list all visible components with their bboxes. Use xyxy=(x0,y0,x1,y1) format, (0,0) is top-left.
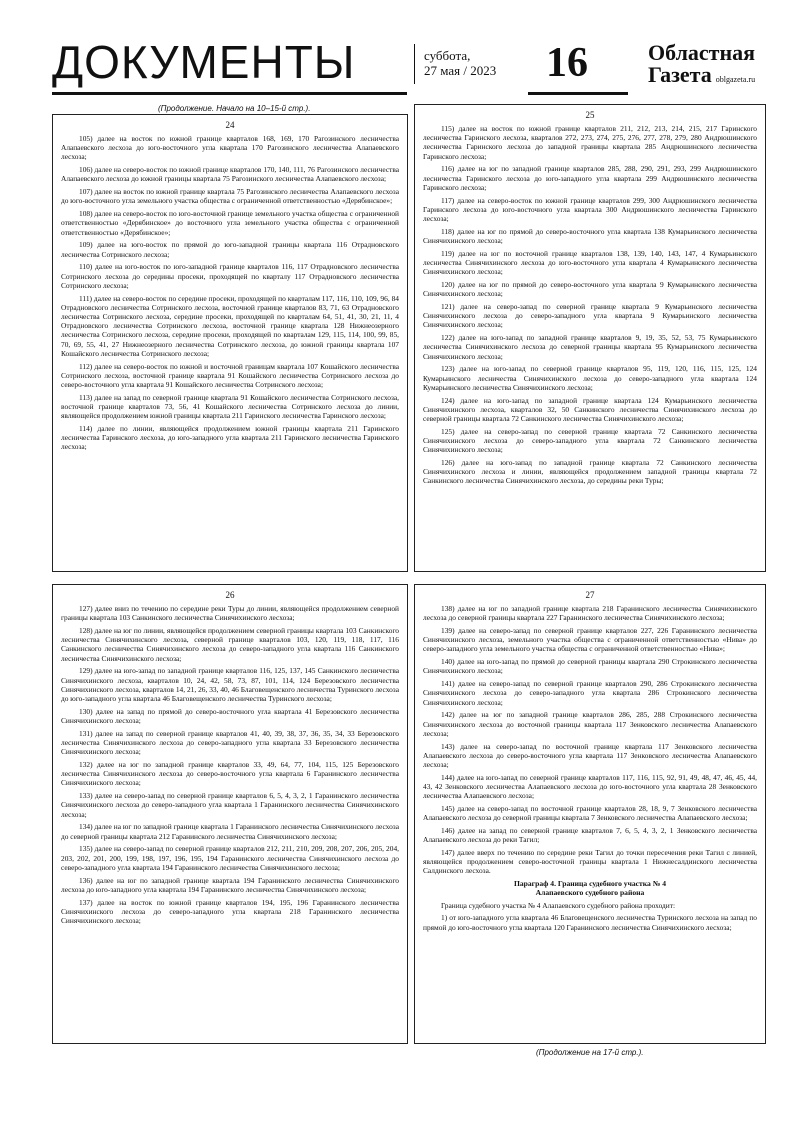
paragraph: 123) далее на юго-запад по северной границе кварталов 95, 119, 120, 116, 115, 125, 124 Кумарьинского лесничества Синячихинского лесхоза до северо-западного угла квартала 124 Кумарьинского лесничества Синячихинского лесхоза; xyxy=(423,364,757,392)
paragraph: 127) далее вниз по течению по середине реки Туры до линии, являющейся продолжением северной границы квартала 103 Санкинского лесничества Синячихинского лесхоза; xyxy=(61,604,399,623)
panel-number: 26 xyxy=(225,590,235,600)
brand-url: oblgazeta.ru xyxy=(715,75,756,84)
issue-date xyxy=(424,48,496,78)
paragraph: 144) далее на юго-запад по северной границе кварталов 117, 116, 115, 92, 91, 49, 48, 47, 46, 45, 44, 43, 42 Зенковского лесничества Алапаевского лесхоза до юго-восточного угла квартала 28 Зенковского лесничества Алапаевского лесхоза; xyxy=(423,772,757,801)
paragraph: 138) далее на юг по западной границе квартала 218 Гаранинского лесничества Синячихинского лесхоза до северной границы квартала 227 Гаранинского лесничества Синячихинского лесхоза; xyxy=(423,604,757,623)
paragraph: 142) далее на юг по западной границе кварталов 286, 285, 288 Строкинского лесничества Синячихинского лесхоза до восточной границы квартала 117 Зенковского лесничества Алапаевского лесхоза; xyxy=(423,710,757,738)
paragraph: 128) далее на юг по линии, являющейся продолжением северной границы квартала 103 Санкинского лесничества Синячихинского лесхоза, северной границе кварталов 103, 120, 119, 118, 117, 116 Санкинского лесничества Синячихинского лесхоза до северо-западного угла квартала 116 Санкинского лесничества Синячихинского лесхоза; xyxy=(61,626,399,663)
paragraph: 130) далее на запад по прямой до северо-восточного угла квартала 41 Березовского лесничества Синячихинского лесхоза; xyxy=(61,706,399,726)
paragraph: 143) далее на северо-запад по восточной границе квартала 117 Зенковского лесничества Алапаевского лесхоза до северо-восточного угла квартала 117 Зенковского лесничества Алапаевского лесхоза; xyxy=(423,741,757,770)
page-number-rule xyxy=(528,92,628,95)
paragraph: 117) далее на северо-восток по южной границе кварталов 299, 300 Андрюшинского лесничества Гаринского лесхоза до юго-восточного угла квартала 300 Андрюшинского лесничества Гаринского лесхоза; xyxy=(423,195,757,224)
brand-line-1: Областная xyxy=(648,40,756,65)
issue-day: 27 мая / 2023 xyxy=(424,63,497,78)
paragraph: 121) далее на северо-запад по северной границе квартала 9 Кумарьинского лесничества Синячихинского лесхоза до северо-западного угла квартала 9 Кумарьинского лесничества Синячихинского лесхоза; xyxy=(423,302,757,330)
paragraph: Граница судебного участка № 4 Алапаевского судебного района проходит: xyxy=(441,900,676,910)
paragraph: 140) далее на юго-запад по прямой до северной границы квартала 290 Строкинского лесничества Синячихинского лесхоза; xyxy=(423,657,757,676)
paragraph: 108) далее на северо-восток по юго-восточной границе земельного участка общества с ограниченной ответственностью «Дерябинское» до восточного угла земельного участка общества с ограниченной ответственностью «Дерябинское»; xyxy=(61,209,399,237)
panel-number: 24 xyxy=(225,120,235,130)
paragraph: 137) далее на восток по южной границе кварталов 194, 195, 196 Гаранинского лесничества Синячихинского лесхоза до северо-западного угла квартала 218 Гаранинского лесничества Синячихинского лесхоза; xyxy=(61,897,399,926)
section-heading xyxy=(423,879,757,897)
header-rule xyxy=(52,92,407,95)
paragraph: 109) далее на юго-восток по прямой до юго-западной границы квартала 116 Отрадновского лесничества Сотринского лесхоза; xyxy=(61,240,399,259)
paragraph: 107) далее на восток по южной границе квартала 75 Рагозинского лесничества Алапаевского лесхоза до юго-восточного угла земельного участка общества с ограниченной ответственностью «Дерябинское»; xyxy=(61,187,399,206)
paragraph: 110) далее на юго-восток по юго-западной границе кварталов 116, 117 Отрадновского лесничества Сотринского лесхоза до середины просеки, проходящей по кварталу 117 Отрадновского лесничества Сотринского лесхоза; xyxy=(61,262,399,290)
paragraph: 135) далее на северо-запад по северной границе кварталов 212, 211, 210, 209, 208, 207, 206, 205, 204, 203, 202, 201, 200, 199, 198, 197, 196, 195, 194 Гаранинского лесничества Синячихинского лесхоза до северо-западного угла квартала 194 Гаранинского лесничества Синячихинского лесхоза; xyxy=(61,844,399,872)
paragraph: 141) далее на северо-запад по северной границе кварталов 290, 286 Строкинского лесничества Синячихинского лесхоза до северо-западного угла квартала 286 Строкинского лесничества Синячихинского лесхоза; xyxy=(423,679,757,707)
paragraph: 125) далее на северо-запад по северной границе квартала 72 Санкинского лесничества Синячихинского лесхоза до северо-западного угла квартала 72 Санкинского лесничества Синячихинского лесхоза; xyxy=(423,426,757,455)
continued-to-note: (Продолжение на 17-й стр.). xyxy=(536,1048,644,1057)
paragraph: 1) от юго-западного угла квартала 46 Благовещенского лесничества Туринского лесхоза на запад по прямой до юго-восточного угла квартала 120 Гаранинского лесничества Синячихинского лесхоза; xyxy=(423,913,757,932)
paragraph: 129) далее на юго-запад по западной границе кварталов 116, 125, 137, 145 Санкинского лесничества Синячихинского лесхоза, кварталов 10, 24, 42, 58, 73, 87, 101, 114, 124 Березовского лесничества Синячихинского лесхоза, кварталов 14, 21, 26, 33, 40, 46 Благовещенского лесничества Туринского лесхоза до юго-западного угла квартала 46 Благовещенского лесничества Туринского лесхоза; xyxy=(61,666,399,704)
paragraph: 126) далее на юго-запад по западной границе квартала 72 Санкинского лесничества Синячихинского лесхоза и линии, являющейся продолжением западной границы квартала 72 Санкинского лесничества Синячихинского лесхоза, до середины реки Туры; xyxy=(423,458,757,486)
paragraph: 145) далее на северо-запад по восточной границе кварталов 28, 18, 9, 7 Зенковского лесничества Алапаевского лесхоза до северной границы квартала 7 Зенковского лесничества Алапаевского лесхоза; xyxy=(423,804,757,823)
section-title: ДОКУМЕНТЫ xyxy=(52,36,356,88)
paragraph: 132) далее на юг по западной границе кварталов 33, 49, 64, 77, 104, 115, 125 Березовского лесничества Синячихинского лесхоза до северо-восточного угла квартала 6 Гаранинского лесничества Синячихинского лесхоза; xyxy=(61,760,399,788)
paragraph: 120) далее на юг по прямой до северо-восточного угла квартала 9 Кумарьинского лесничества Синячихинского лесхоза; xyxy=(423,280,757,299)
paragraph: 146) далее на запад по северной границе кварталов 7, 6, 5, 4, 3, 2, 1 Зенковского лесничества Алапаевского лесхоза до реки Тагил; xyxy=(423,826,757,845)
paragraph: 124) далее на юго-запад по западной границе квартала 124 Кумарьинского лесничества Синячихинского лесхоза, кварталов 32, 50 Санкинского лесничества Синячихинского лесхоза до северной границы квартала 72 Санкинского лесничества Синячихинского лесхоза; xyxy=(423,395,757,424)
section-heading-line-2: Алапаевского судебного района xyxy=(535,888,645,898)
paragraph: 147) далее вверх по течению по середине реки Тагил до точки пересечения реки Тагил с линией, являющейся продолжением северо-восточной границы квартала 1 Нижнесалдинского лесничества Салдинского лесхоза. xyxy=(423,848,757,876)
brand-line-2: Газета xyxy=(648,62,712,87)
paragraph: 115) далее на восток по южной границе кварталов 211, 212, 213, 214, 215, 217 Гаринского лесничества Гаринского лесхоза, кварталов 272, 273, 274, 275, 276, 277, 278, 279, 280 Андрюшинского лесничества Гаринского лесхоза до западной границы квартала 285 Андрюшинского лесничества Гаринского лесхоза; xyxy=(423,124,757,161)
paragraph: 136) далее на юг по западной границе квартала 194 Гаранинского лесничества Синячихинского лесхоза до юго-западного угла квартала 194 Гаранинского лесничества Синячихинского лесхоза; xyxy=(61,875,399,894)
paragraph: 105) далее на восток по южной границе кварталов 168, 169, 170 Рагозинского лесничества Алапаевского лесхоза до юго-восточного угла квартала 170 Рагозинского лесничества Алапаевского лесхоза; xyxy=(61,134,399,162)
document-panel-27 xyxy=(414,584,766,1044)
document-panel-24 xyxy=(52,114,408,572)
paragraph: 134) далее на юг по западной границе квартала 1 Гаранинского лесничества Синячихинского лесхоза до северной границы квартала 212 Гаранинского лесничества Синячихинского лесхоза; xyxy=(61,822,399,841)
continued-from-note: (Продолжение. Начало на 10–15-й стр.). xyxy=(158,104,311,113)
header-separator xyxy=(414,44,415,84)
paragraph: 106) далее на северо-восток по южной границе кварталов 170, 140, 111, 76 Рагозинского лесничества Алапаевского лесхоза до южной границы квартала 75 Рагозинского лесничества Алапаевского лесхоза; xyxy=(61,165,399,184)
paragraph: 133) далее на северо-запад по северной границе кварталов 6, 5, 4, 3, 2, 1 Гаранинского лесничества Синячихинского лесхоза до северо-западного угла квартала 1 Гаранинского лесничества Синячихинского лесхоза; xyxy=(61,791,399,819)
paragraph: 116) далее на юг по западной границе кварталов 285, 288, 290, 291, 293, 299 Андрюшинского лесничества Гаринского лесхоза до юго-западного угла квартала 299 Андрюшинского лесничества Гаринского лесхоза; xyxy=(423,164,757,192)
paragraph: 122) далее на юго-запад по западной границе кварталов 9, 19, 35, 52, 53, 75 Кумарьинского лесничества Синячихинского лесхоза до северной границы квартала 95 Кумарьинского лесничества Синячихинского лесхоза; xyxy=(423,333,757,361)
paragraph: 111) далее на северо-восток по середине просеки, проходящей по кварталам 117, 116, 110, 109, 96, 84 Отрадновского лесничества Сотринского лесхоза, восточной границе кварталов 83, 71, 63 Отрадновского лесничества Сотринского лесхоза, середине просеки, проходящей по кварталам 64, 51, 41, 30, 21, 11, 4 Отрадновского лесничества Сотринского лесхоза, восточной границе квартала 128 Нижнеозерного лесничества Сотринского лесхоза, середине просеки, проходящей по кварталам 129, 115, 114, 100, 99, 85, 70, 69, 55, 41, 27 Нижнеозерного лесничества Сотринского лесхоза, до южной границы квартала 107 Кошайского лесничества Сотринского лесхоза; xyxy=(61,293,399,358)
newspaper-logo xyxy=(648,42,755,91)
section-heading-line-1: Параграф 4. Граница судебного участка № 4 xyxy=(513,879,667,889)
paragraph: 113) далее на запад по северной границе квартала 91 Кошайского лесничества Сотринского лесхоза, восточной границе кварталов 73, 56, 41 Кошайского лесничества Сотринского лесхоза до линии, являющейся продолжением южной границы квартала 211 Гаринского лесничества Гаринского лесхоза; xyxy=(61,392,399,421)
page-number: 16 xyxy=(546,40,588,86)
paragraph: 131) далее на запад по северной границе кварталов 41, 40, 39, 38, 37, 36, 35, 34, 33 Березовского лесничества Синячихинского лесхоза до северо-западного угла квартала 33 Березовского лесничества Синячихинского лесхоза; xyxy=(61,728,399,757)
issue-weekday: суббота, xyxy=(424,48,471,63)
panel-number: 27 xyxy=(585,590,595,600)
document-panel-26 xyxy=(52,584,408,1044)
paragraph: 114) далее по линии, являющейся продолжением южной границы квартала 211 Гаринского лесничества Гаринского лесхоза, до юго-западного угла квартала 211 Гаринского лесничества Гаринского лесхоза; xyxy=(61,424,399,452)
paragraph: 139) далее на северо-запад по северной границе кварталов 227, 226 Гаранинского лесничества Синячихинского лесхоза, земельного участка общества с ограниченной ответственностью «Нива» до северо-западного угла земельного участка общества с ограниченной ответственностью «Нива»; xyxy=(423,626,757,654)
paragraph: 119) далее на юг по восточной границе кварталов 138, 139, 140, 143, 147, 4 Кумарьинского лесничества Синячихинского лесхоза до юго-восточного угла квартала 4 Кумарьинского лесничества Синячихинского лесхоза; xyxy=(423,248,757,277)
paragraph: 118) далее на юг по прямой до северо-восточного угла квартала 138 Кумарьинского лесничества Синячихинского лесхоза; xyxy=(423,226,757,246)
paragraph: 112) далее на северо-восток по южной и восточной границам квартала 107 Кошайского лесничества Сотринского лесхоза, восточной границе квартала 91 Кошайского лесничества Сотринского лесхоза до северо-восточного угла квартала 91 Кошайского лесничества Сотринского лесхоза; xyxy=(61,361,399,390)
document-panel-25 xyxy=(414,104,766,572)
masthead xyxy=(52,36,764,98)
panel-number: 25 xyxy=(585,110,595,120)
